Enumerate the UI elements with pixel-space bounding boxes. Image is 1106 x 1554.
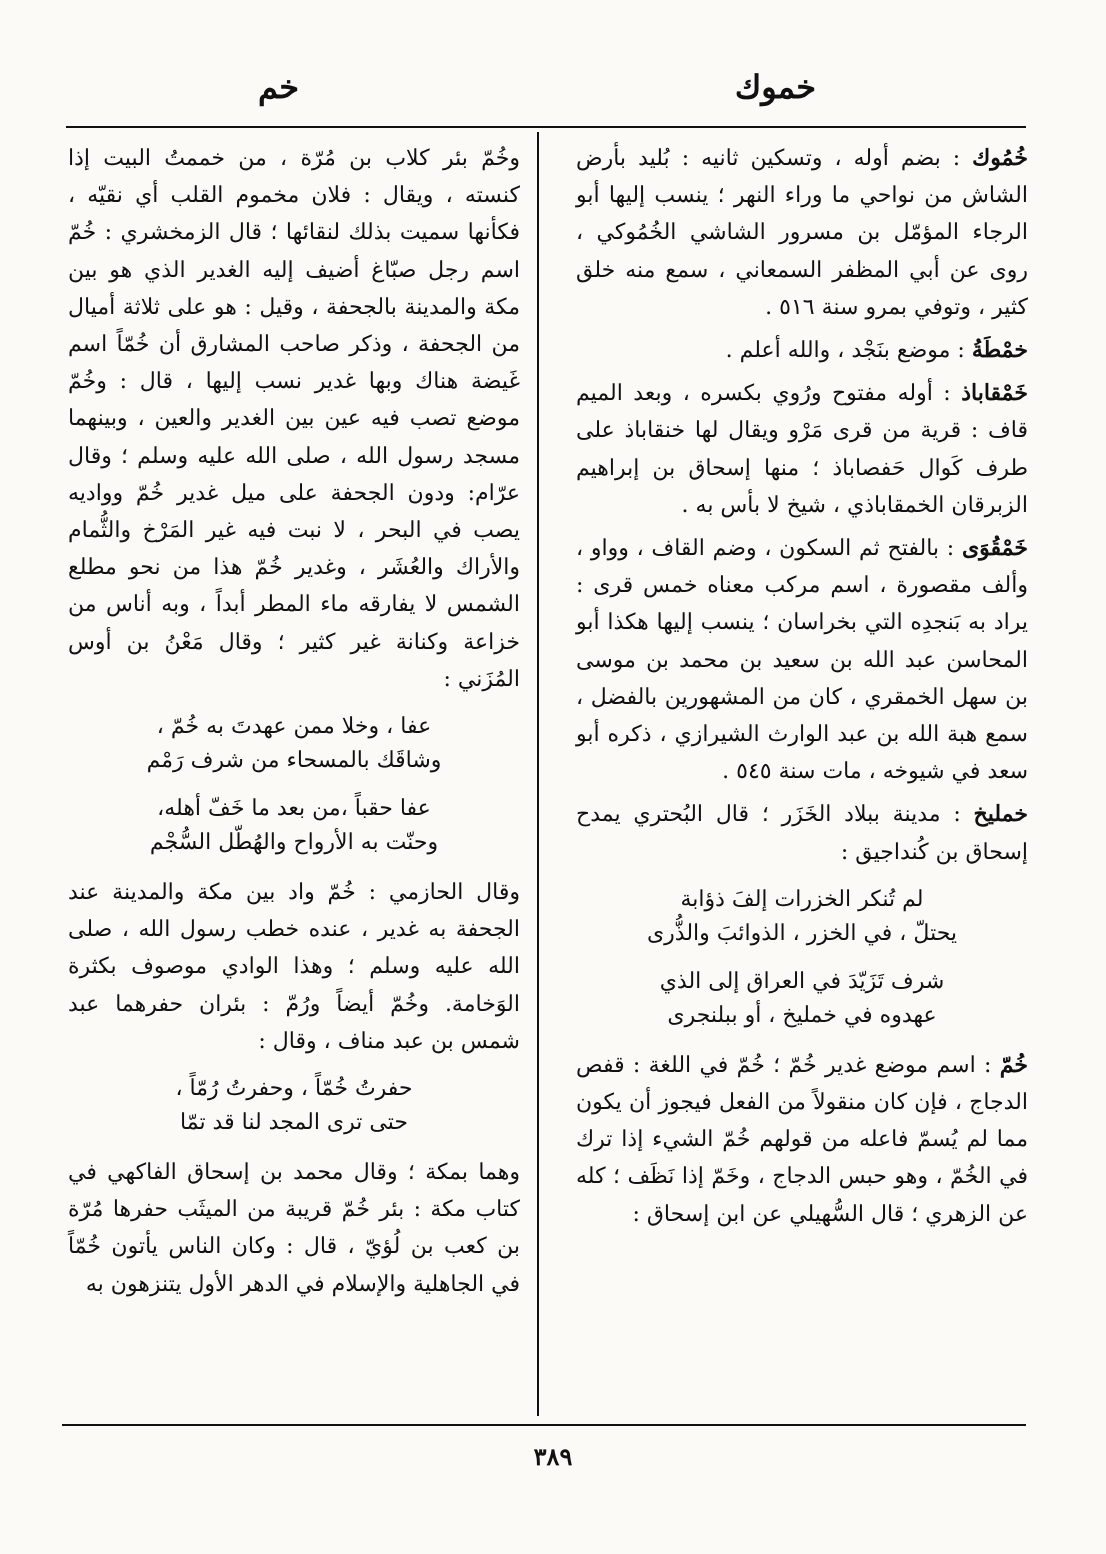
paragraph: وهما بمكة ؛ وقال محمد بن إسحاق الفاكهي في كتاب مكة : بئر خُمّ قريبة من الميثَب حفرها مُرّة بن كعب بن لُؤيّ ، قال : وكان الناس يأتون خُمّاً في الجاهلية والإسلام في الدهر الأول يتنزهون به — [68, 1160, 520, 1297]
verse-line: عهدوه في خمليخ ، أو ببلنجرى — [667, 1002, 937, 1028]
entry-text: : أوله مفتوح ورُوي بكسره ، وبعد الميم قاف : قرية من قرى مَرْو ويقال لها خنقاباذ على طرف كَوال حَفصاباذ ؛ منها إسحاق بن إبراهيم الزبرقان الخمقاباذي ، شيخ لا بأس به . — [576, 381, 1028, 518]
verse-block — [68, 1072, 520, 1140]
paragraph: وخُمّ بئر كلاب بن مُرّة ، من خممتُ البيت إذا كنسته ، ويقال : فلان مخموم القلب أي نقيّه ، فكأنها سميت بذلك لنقائها ؛ قال الزمخشري : خُمّ اسم رجل صبّاغ أضيف إليه الغدير الذي هو بين مكة والمدينة بالجحفة ، وقيل : هو على ثلاثة أميال من الجحفة ، وذكر صاحب المشارق أن خُمّاً اسم غَيضة هناك وبها غدير نسب إليها ، قال : وخُمّ موضع تصب فيه عين بين الغدير والعين ، وبينهما مسجد رسول الله ، صلى الله عليه وسلم ؛ وقال عرّام: ودون الجحفة على ميل غدير خُمّ وواديه يصب في البحر ، لا نبت فيه غير المَرْخ والثُّمام والأراك والعُشَر ، وغدير خُمّ هذا من نحو مطلع الشمس لا يفارقه ماء المطر أبداً ، وبه أناس من خزاعة وكنانة غير كثير ؛ وقال مَعْنُ بن أوس المُزَني : — [68, 146, 520, 692]
verse-line: عفا حقباً ،من بعد ما خَفّ أهله، — [157, 796, 431, 822]
left-column — [68, 140, 520, 1309]
verse-line: حتى ترى المجد لنا قد تمّا — [180, 1110, 408, 1136]
verse-line: وحنّت به الأرواح والهُطّل السُّجْم — [149, 830, 439, 856]
headword: خُمّ — [999, 1051, 1029, 1078]
verse-line: لم تُنكر الخزرات إلفَ ذؤابة — [680, 886, 924, 912]
verse-line: وشاقَك بالمسحاء من شرف رَمْم — [146, 748, 442, 774]
entry-text: : بالفتح ثم السكون ، وضم القاف ، وواو ، وألف مقصورة ، اسم مركب معناه خمس قرى : يراد به بَنجدِه التي بخراسان ؛ ينسب إليها هكذا أبو المحاسن عبد الله بن سعيد بن محمد بن موسى بن سهل الخمقري ، كان من المشهورين بالفضل ، سمع هبة الله بن عبد الوارث الشيرازي ، ذكره أبو سعد في شيوخه ، مات سنة ٥٤٥ . — [576, 536, 1028, 785]
verse-block — [68, 710, 520, 778]
headword: خُمُوك — [972, 145, 1028, 171]
headword: خَمْقُوَى — [961, 535, 1028, 562]
verse-line: حفرتُ خُمّاً ، وحفرتُ رُمّاً ، — [175, 1076, 413, 1102]
column-divider — [537, 132, 539, 1416]
entry-khamta — [576, 332, 1028, 369]
page-number: ٣٨٩ — [533, 1442, 573, 1471]
running-header-right: خموك — [734, 68, 816, 106]
running-header-left: خم — [258, 68, 300, 106]
right-column — [576, 140, 1028, 1239]
paragraph: وقال الحازمي : خُمّ واد بين مكة والمدينة عند الجحفة به غدير ، عنده خطب رسول الله ، صلى الله عليه وسلم ؛ وهذا الوادي موصوف بكثرة الوَخامة. وخُمّ أيضاً ورُمّ : بئران حفرهما عبد شمس بن عبد مناف ، وقال : — [68, 880, 520, 1054]
entry-text: : مدينة ببلاد الخَزَر ؛ قال البُحتري يمدح إسحاق بن كُنداجيق : — [576, 802, 1028, 865]
verse-block — [576, 883, 1028, 951]
verse-block — [68, 792, 520, 860]
entry-text: : موضع بنَجْد ، والله أعلم . — [725, 338, 965, 364]
verse-line: عفا ، وخلا ممن عهدتَ به خُمّ ، — [156, 714, 432, 740]
top-rule — [66, 126, 1026, 128]
verse-line: شرف تَزَيّدَ في العراق إلى الذي — [659, 968, 945, 994]
entry-text: : اسم موضع غدير خُمّ ؛ خُمّ في اللغة : قفص الدجاج ، فإن كان منقولاً من الفعل فيجوز أن يكون مما لم يُسمّ فاعله من قولهم خُمّ الشيء إذا ترك في الخُمّ ، وهو حبس الدجاج ، وخَمّ إذا نَظَف ؛ كله عن الزهري ؛ قال السُّهيلي عن ابن إسحاق : — [576, 1052, 1028, 1227]
entry-khumuk — [576, 140, 1028, 326]
entry-khumm — [576, 1047, 1028, 1233]
headword: خمْطَةُ — [971, 337, 1028, 364]
entry-text: : بضم أوله ، وتسكين ثانيه : بُليد بأرض الشاش من نواحي ما وراء النهر ؛ ينسب إليها أبو الرجاء المؤمّل بن مسرور الشاشي الخُمُوكي ، روى عن أبي المظفر السمعاني ، سمع منه خلق كثير ، وتوفي بمرو سنة ٥١٦ . — [576, 146, 1028, 320]
headword: خَمْقاباذ — [961, 380, 1028, 407]
bottom-rule — [62, 1424, 1026, 1426]
entry-khamquwa — [576, 530, 1028, 790]
entry-khamlikh — [576, 796, 1028, 870]
verse-block — [576, 965, 1028, 1033]
headword: خمليخ — [973, 801, 1028, 828]
verse-line: يحتلّ ، في الخزر ، الذوائبَ والذُّرى — [646, 920, 958, 946]
entry-khamqabadh — [576, 375, 1028, 524]
